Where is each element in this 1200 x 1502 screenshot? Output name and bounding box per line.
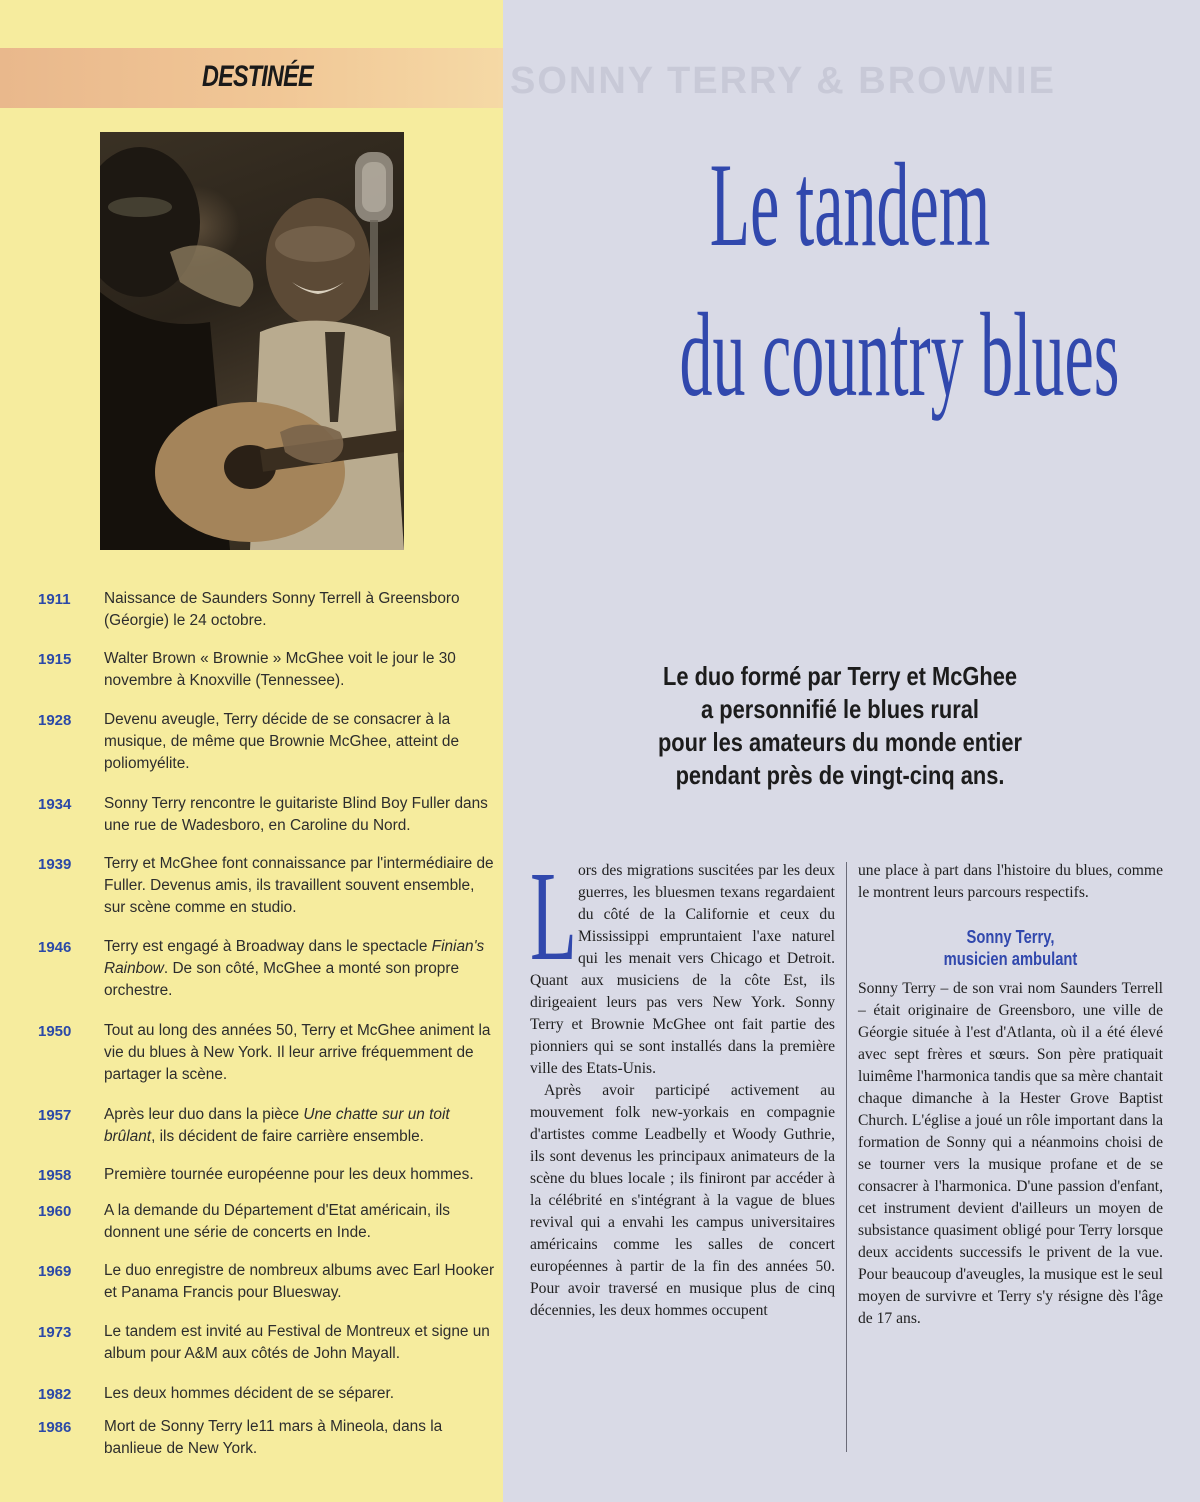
play-title: Une chatte sur un toit brûlant xyxy=(104,1106,450,1145)
article-subheading: Sonny Terry, musicien ambulant xyxy=(943,927,1078,969)
article-paragraph: ors des migrations suscitées par les deux guerres, les bluesmen texans regardaient du côté de la Californie et ceux du Mississippi empruntaient l'axe naturel qui les menait vers Chicago et Detroit. Quant aux musiciens de la côte Est, ils dirigeaient leurs pas vers New York. Sonny Terry et Brownie McGhee ont fait partie des pionniers qui se sont installés dans la première ville des Etats-Unis. xyxy=(530,862,835,1077)
standfirst-line: a personnifié le blues rural xyxy=(701,694,979,724)
timeline-year: 1950 xyxy=(38,1023,72,1040)
article-column-1 xyxy=(530,845,835,1322)
drop-cap: L xyxy=(530,845,577,987)
timeline-text: Les deux hommes décident de se séparer. xyxy=(104,1385,395,1402)
timeline-year: 1957 xyxy=(38,1107,72,1124)
timeline-text: Le tandem est invité au Festival de Montreux et signe un album pour A&M aux côtés de John Mayall. xyxy=(104,1323,490,1362)
timeline-text: Première tournée européenne pour les deux hommes. xyxy=(104,1166,474,1183)
section-title: DESTINÉE xyxy=(202,60,313,93)
timeline-text: A la demande du Département d'Etat américain, ils donnent une série de concerts en Inde. xyxy=(104,1202,450,1241)
standfirst-line: pour les amateurs du monde entier xyxy=(657,727,1023,757)
timeline-text: Après leur duo dans la pièce Une chatte sur un toit brûlant, ils décident de faire carrière ensemble. xyxy=(104,1106,450,1145)
timeline-text: Terry est engagé à Broadway dans le spectacle Finian's Rainbow. De son côté, McGhee a monté son propre orchestre. xyxy=(104,938,485,999)
musicians-photo xyxy=(100,132,404,550)
timeline-text: Sonny Terry rencontre le guitariste Blind Boy Fuller dans une rue de Wadesboro, en Caroline du Nord. xyxy=(104,795,488,834)
timeline-text: Mort de Sonny Terry le11 mars à Mineola, dans la banlieue de New York. xyxy=(104,1418,443,1457)
timeline-text: Naissance de Saunders Sonny Terrell à Greensboro (Géorgie) le 24 octobre. xyxy=(104,590,460,629)
show-through-text: SONNY TERRY & BROWNIE xyxy=(510,60,1056,102)
article-paragraph: Après avoir participé activement au mouvement folk new-yorkais en compagnie d'artistes comme Leadbelly et Woody Guthrie, ils sont devenus les principaux animateurs de la scène du blues locale ; ils finiront par accéder à la célébrité en s'intégrant à la vague de blues revival qui a envahi les campus universitaires américains comme les salles de concert européennes à partir de la fin des années 50. Pour avoir traversé en musique plus de cinq décennies, les deux hommes occupent xyxy=(530,1082,835,1319)
article-paragraph: une place à part dans l'histoire du blues, comme le montrent leurs parcours respectifs. xyxy=(858,862,1163,901)
standfirst-line: Le duo formé par Terry et McGhee xyxy=(663,661,1017,691)
show-title: Finian's Rainbow xyxy=(104,938,485,977)
timeline-year: 1939 xyxy=(38,856,72,873)
title-line-1: Le tandem xyxy=(709,138,991,271)
timeline-year: 1982 xyxy=(38,1386,72,1403)
timeline-year: 1934 xyxy=(38,796,72,813)
article-paragraph: Sonny Terry – de son vrai nom Saunders Terrell – était originaire de Greensboro, une ville de Géorgie située à l'est d'Atlanta, où il a été élevé avec sept frères et sœurs. Son père pratiquait luimême l'harmonica tandis que sa mère chantait chaque dimanche à la Hester Grove Baptist Church. L'église a joué un rôle important dans la formation de Sonny qui a néanmoins choisi de se tourner vers la musique profane et de se consacrer à l'harmonica. D'une passion d'enfant, cet instrument devient d'ailleurs un moyen de subsistance quasiment obligé pour Terry lorsque deux accidents successifs le privent de la vue. Pour beaucoup d'aveugles, la musique est le seul moyen de survivre et Terry s'y résigne dès l'âge de 17 ans. xyxy=(858,980,1163,1327)
timeline-year: 1958 xyxy=(38,1167,72,1184)
timeline-text: Tout au long des années 50, Terry et McGhee animent la vie du blues à New York. Il leur arrive fréquemment de partager la scène. xyxy=(104,1022,491,1083)
timeline-text: Le duo enregistre de nombreux albums avec Earl Hooker et Panama Francis pour Bluesway. xyxy=(104,1262,495,1301)
standfirst-line: pendant près de vingt-cinq ans. xyxy=(675,760,1005,790)
timeline-year: 1960 xyxy=(38,1203,72,1220)
timeline-text: Devenu aveugle, Terry décide de se consacrer à la musique, de même que Brownie McGhee, atteint de poliomyélite. xyxy=(104,711,460,772)
timeline-year: 1928 xyxy=(38,712,72,729)
standfirst xyxy=(580,660,1100,792)
page-title xyxy=(540,130,1160,430)
article-column-2 xyxy=(858,860,1163,1330)
timeline-year: 1946 xyxy=(38,939,72,956)
timeline-year: 1911 xyxy=(38,591,71,608)
timeline-year: 1973 xyxy=(38,1324,72,1341)
column-divider xyxy=(846,862,847,1452)
timeline-text: Terry et McGhee font connaissance par l'intermédiaire de Fuller. Devenus amis, ils travaillent souvent ensemble, sur scène comme en studio. xyxy=(104,855,494,916)
timeline-year: 1986 xyxy=(38,1419,72,1436)
timeline-year: 1969 xyxy=(38,1263,72,1280)
timeline-year: 1915 xyxy=(38,651,72,668)
title-line-2: du country blues xyxy=(679,288,1120,421)
timeline-text: Walter Brown « Brownie » McGhee voit le jour le 30 novembre à Knoxville (Tennessee). xyxy=(104,650,456,689)
